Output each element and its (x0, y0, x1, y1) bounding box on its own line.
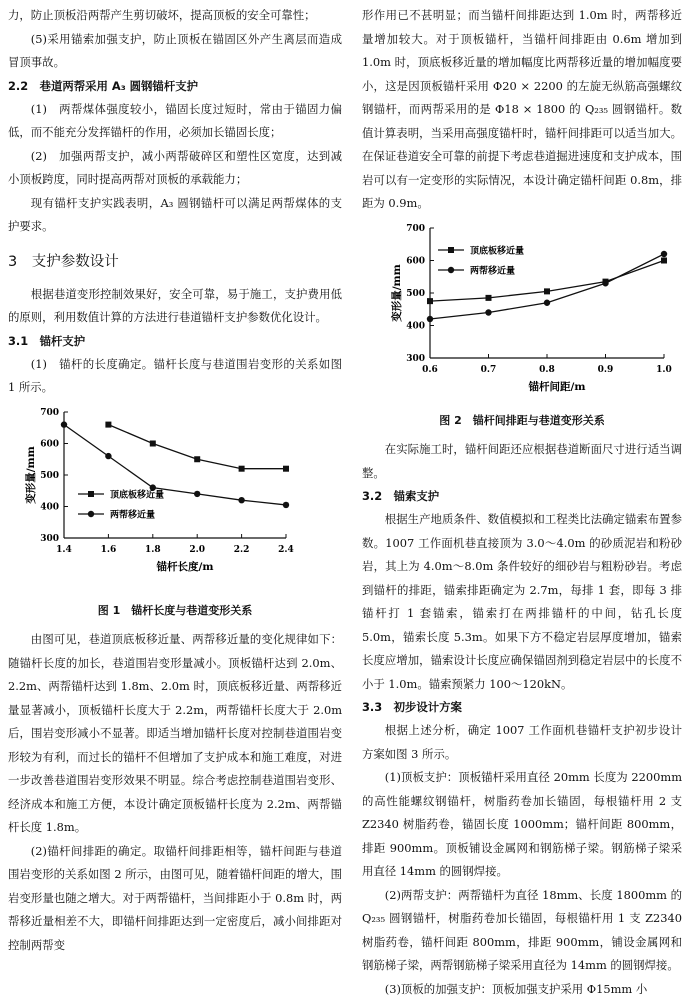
x-tick-label: 1.8 (145, 545, 161, 555)
y-axis-label: 变形量/mm (390, 264, 403, 322)
legend-label-1: 顶底板移近量 (470, 244, 524, 256)
figure-1-chart (8, 404, 308, 592)
x-tick-label: 1.6 (101, 545, 117, 555)
x-axis-label: 锚杆长度/m (156, 560, 214, 573)
subsection-heading-2-2: 2.2 巷道两帮采用 A₃ 圆钢锚杆支护 (8, 75, 342, 98)
y-tick-label: 300 (406, 354, 425, 364)
y-tick-label: 700 (40, 408, 59, 418)
x-tick-label: 2.4 (278, 545, 294, 555)
paragraph: 由图可见，巷道顶底板移近量、两帮移近量的变化规律如下：随锚杆长度的加长，巷道围岩变形量减小。顶板锚杆达到 2.0m、2.2m、两帮锚杆达到 1.8m、2.0m 时，顶底板移近量、两帮移近量显著减小，顶板锚杆长度大于 2.2m，两帮锚杆长度大于 2.0m 后，围岩变形减小不显著。即适当增加锚杆长度对控制巷道围岩变形较为有利，而过长的锚杆不但增加了支护成本和施工难度，对进一步改善巷道围岩变形效果不明显。综合考虑控制巷道围岩变形、经济成本和施工方便，本设计确定顶板锚杆长度为 2.2m、两帮锚杆长度 1.8m。 (8, 628, 342, 840)
legend-marker-1 (448, 247, 454, 253)
paragraph: 在实际施工时，锚杆间距还应根据巷道断面尺寸进行适当调整。 (362, 438, 682, 485)
y-tick-label: 400 (406, 321, 425, 331)
left-column (8, 4, 342, 957)
legend-marker-2 (88, 510, 94, 516)
data-point-series-2 (238, 497, 244, 503)
x-tick-label: 0.6 (422, 365, 438, 375)
right-column (362, 4, 682, 1001)
paragraph: (1) 两帮煤体强度较小，锚固长度过短时，常由于锚固力偏低，而不能充分发挥锚杆的作用，必须加长锚固长度； (8, 98, 342, 145)
paragraph: 根据巷道变形控制效果好，安全可靠，易于施工，支护费用低的原则，利用数值计算的方法进行巷道锚杆支护参数优化设计。 (8, 283, 342, 330)
x-tick-label: 0.8 (539, 365, 555, 375)
x-tick-label: 0.9 (598, 365, 614, 375)
data-point-series-2 (661, 250, 667, 256)
paragraph: 现有锚杆支护实践表明，A₃ 圆钢锚杆可以满足两帮煤体的支护要求。 (8, 192, 342, 239)
y-tick-label: 500 (40, 471, 59, 481)
legend-marker-1 (88, 491, 94, 497)
data-point-series-2 (544, 299, 550, 305)
subsection-heading-3-1: 3.1 锚杆支护 (8, 330, 342, 353)
data-point-series-2 (602, 280, 608, 286)
series-line-2 (64, 424, 286, 504)
series-line-2 (430, 254, 664, 319)
paragraph: 根据生产地质条件、数值模拟和工程类比法确定锚索布置参数。1007 工作面机巷直接顶为 3.0～4.0m 的砂质泥岩和粉砂岩，其上为 4.0m～8.0m 条件较好的细砂岩与粗粉砂岩。考虑到锚杆的排距，锚索排距确定为 2.7m，每排 1 套，即每 3 排锚杆打 1 套锚索，锚索打在两排锚杆的中间，钻孔长度 5.0m，锚索长度 5.3m。如果下方不稳定岩层厚度增加，锚索长度应增加，锚索设计长度应确保锚固剂到稳定岩层中的长度不小于 1.0m。锚索预紧力 100～120kN。 (362, 508, 682, 696)
paragraph: 形作用已不甚明显；而当锚杆间排距达到 1.0m 时，两帮移近量增加较大。对于顶板锚杆，当锚杆间排距由 0.6m 增加到 1.0m 时，顶底板移近量的增加幅度比两帮移近量的增加幅度要小，这是因顶板锚杆采用 Φ20 × 2200 的左旋无纵筋高强螺纹钢锚杆，而两帮采用的是 Φ18 × 1800 的 Q₂₃₅ 圆钢锚杆。数值计算表明，当采用高强度锚杆时，锚杆间排距可以适当加大。在保证巷道安全可靠的前提下考虑巷道掘进速度和支护成本，围岩可以有一定变形的实际情况，本设计确定锚杆间距 0.8m，排距为 0.9m。 (362, 4, 682, 216)
data-point-series-1 (150, 440, 156, 446)
figure-2 (362, 220, 682, 433)
legend-label-1: 顶底板移近量 (110, 488, 164, 500)
data-point-series-2 (283, 501, 289, 507)
x-axis-label: 锚杆间距/m (528, 380, 586, 393)
section-heading-3: 3 支护参数设计 (8, 245, 342, 279)
legend-marker-2 (448, 266, 454, 272)
y-axis-label: 变形量/mm (24, 446, 37, 504)
data-point-series-1 (194, 456, 200, 462)
figure-1-caption: 图 1 锚杆长度与巷道变形关系 (8, 600, 342, 622)
series-line-1 (430, 260, 664, 301)
subsection-heading-3-2: 3.2 锚索支护 (362, 485, 682, 508)
data-point-series-1 (486, 294, 492, 300)
paragraph: (1) 锚杆的长度确定。锚杆长度与巷道围岩变形的关系如图 1 所示。 (8, 353, 342, 400)
figure-2-caption: 图 2 锚杆间排距与巷道变形关系 (362, 410, 682, 432)
data-point-series-1 (427, 298, 433, 304)
subsection-heading-3-3: 3.3 初步设计方案 (362, 696, 682, 719)
x-tick-label: 2.0 (189, 545, 205, 555)
paragraph: 根据上述分析，确定 1007 工作面机巷锚杆支护初步设计方案如图 3 所示。 (362, 719, 682, 766)
paragraph: 力，防止顶板沿两帮产生剪切破坏，提高顶板的安全可靠性； (8, 4, 342, 28)
y-tick-label: 300 (40, 534, 59, 544)
data-point-series-2 (194, 490, 200, 496)
paragraph: (5)采用锚索加强支护，防止顶板在锚固区外产生离层而造成冒顶事故。 (8, 28, 342, 75)
x-tick-label: 1.0 (656, 365, 672, 375)
data-point-series-1 (661, 257, 667, 263)
data-point-series-2 (61, 421, 67, 427)
legend-label-2: 两帮移近量 (110, 508, 155, 520)
y-tick-label: 700 (406, 224, 425, 234)
data-point-series-2 (485, 309, 491, 315)
y-tick-label: 600 (40, 439, 59, 449)
paragraph: (3)顶板的加强支护：顶板加强支护采用 Φ15mm 小 (362, 978, 682, 1001)
figure-2-chart (362, 220, 682, 402)
y-tick-label: 400 (40, 502, 59, 512)
x-tick-label: 0.7 (481, 365, 497, 375)
paragraph: (1)顶板支护：顶板锚杆采用直径 20mm 长度为 2200mm 的高性能螺纹钢锚杆，树脂药卷加长锚固，每根锚杆用 2 支 Z2340 树脂药卷，锚固长度 1000mm；锚杆间距 800mm，排距 900mm。顶板铺设金属网和钢筋梯子梁。钢筋梯子梁采用直径 14mm 的圆钢焊接。 (362, 766, 682, 884)
data-point-series-1 (283, 465, 289, 471)
x-tick-label: 2.2 (234, 545, 250, 555)
data-point-series-2 (105, 452, 111, 458)
y-tick-label: 500 (406, 289, 425, 299)
data-point-series-1 (105, 421, 111, 427)
x-tick-label: 1.4 (56, 545, 72, 555)
figure-1 (8, 404, 342, 623)
data-point-series-2 (427, 315, 433, 321)
legend-label-2: 两帮移近量 (470, 264, 515, 276)
paragraph: (2)两帮支护：两帮锚杆为直径 18mm、长度 1800mm 的 Q₂₃₅ 圆钢锚杆，树脂药卷加长锚固，每根锚杆用 1 支 Z2340 树脂药卷，锚杆间距 800mm，排距 900mm，铺设金属网和钢筋梯子梁，两帮钢筋梯子梁采用直径为 14mm 的圆钢焊接。 (362, 884, 682, 978)
data-point-series-1 (239, 465, 245, 471)
paragraph: (2) 加强两帮支护，减小两帮破碎区和塑性区宽度，达到减小顶板跨度，同时提高两帮对顶板的承载能力； (8, 145, 342, 192)
y-tick-label: 600 (406, 256, 425, 266)
data-point-series-1 (544, 288, 550, 294)
paragraph: (2)锚杆间排距的确定。取锚杆间排距相等，锚杆间距与巷道围岩变形的关系如图 2 所示，由图可见，随着锚杆间距的增大，围岩变形量也随之增大。对于两帮锚杆，当间排距小于 0.8m 时，两帮移近量相差不大，即锚杆间排距达到一定密度后，减小间排距对控制两帮变 (8, 840, 342, 958)
